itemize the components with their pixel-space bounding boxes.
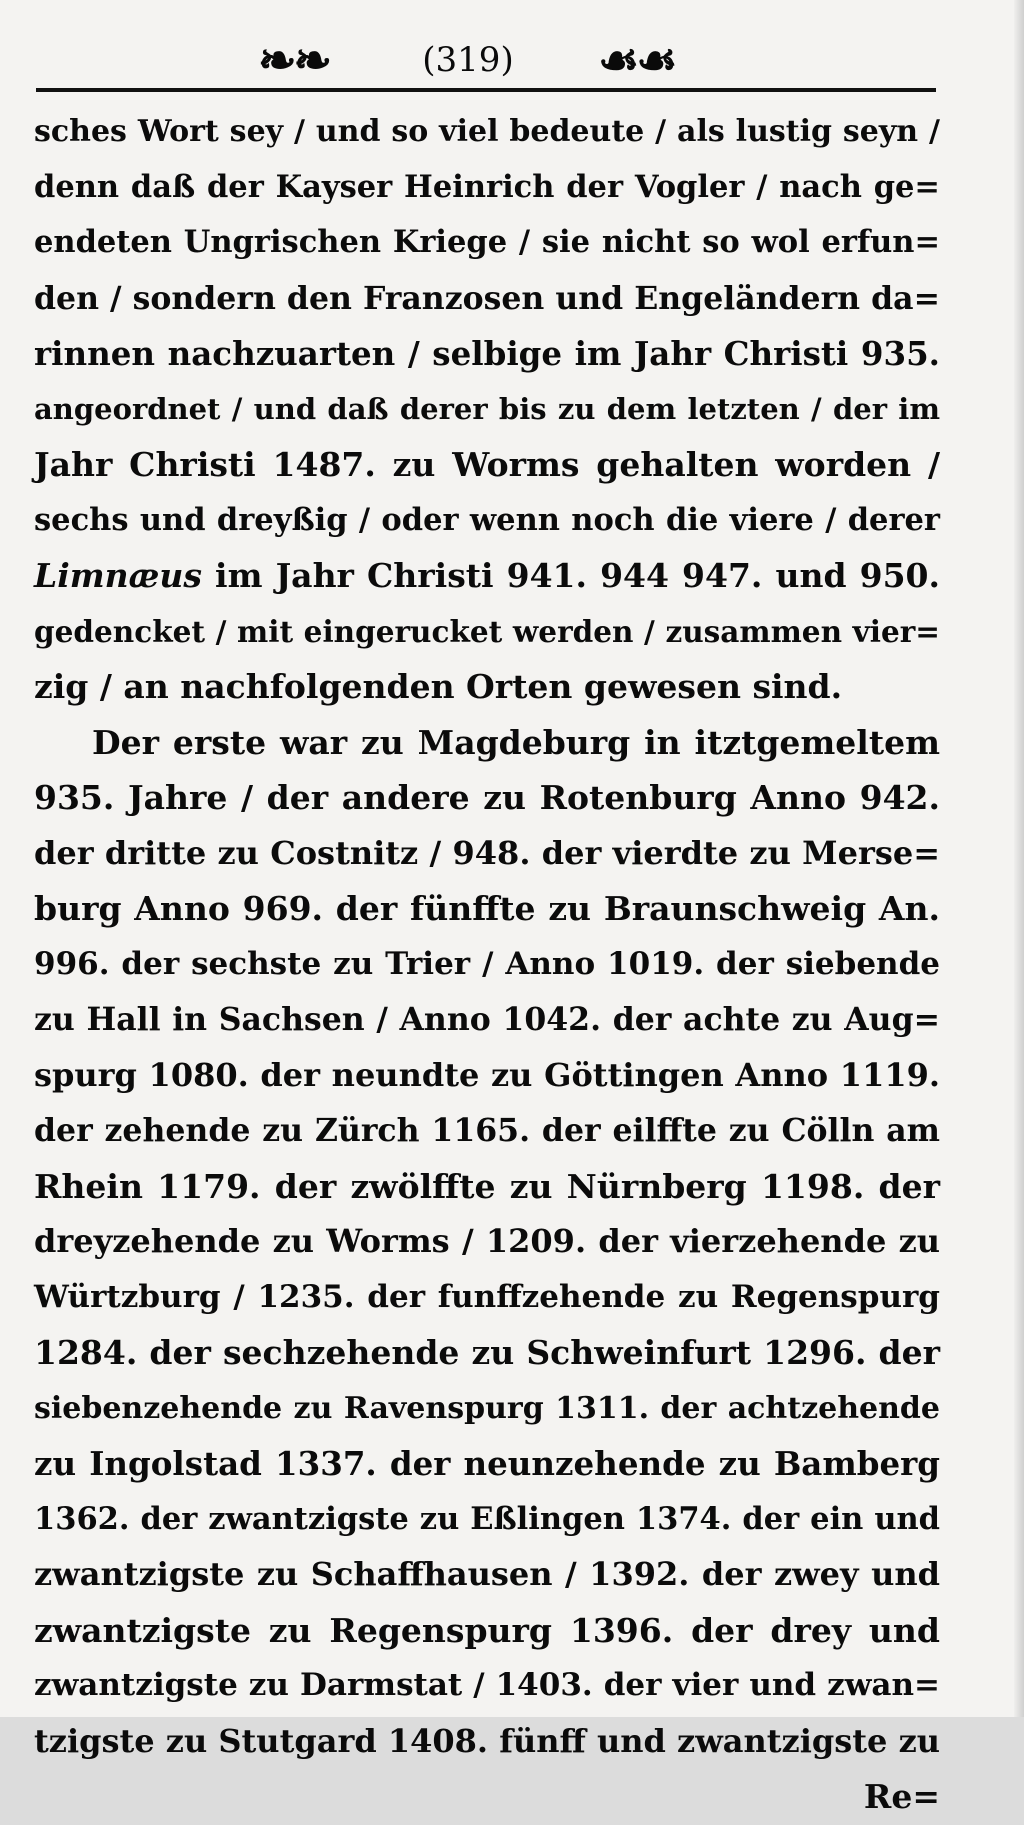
text-line: sches Wort sey / und so viel bedeute / als lustig seyn / [34, 114, 940, 149]
text-line: Jahr Christi 1487. zu Worms gehalten worden / [34, 445, 940, 484]
text-line: siebenzehende zu Ravenspurg 1311. der achtzehende [34, 1390, 940, 1426]
text-line: zwantzigste zu Schaffhausen / 1392. der zwey und [34, 1555, 940, 1593]
text-line: Rhein 1179. der zwölffte zu Nürnberg 1198. der [34, 1166, 940, 1206]
ornament-right-icon: ☙☙ [598, 33, 675, 87]
text-line: angeordnet / und daß derer bis zu dem letzten / der im [34, 391, 940, 426]
text-line: 1362. der zwantzigste zu Eßlingen 1374. der ein und [34, 1500, 940, 1537]
text-line: denn daß der Kayser Heinrich der Vogler / nach ge= [34, 168, 940, 205]
text-line: 935. Jahre / der andere zu Rotenburg Anno 942. [34, 778, 940, 817]
text-line: gedencket / mit eingerucket werden / zusammen vier= [34, 613, 940, 649]
text-line [34, 548, 940, 604]
text-line: tzigste zu Stutgard 1408. fünff und zwantzigste zu [34, 1721, 940, 1760]
body-text [34, 104, 940, 1825]
text-line: Der erste war zu Magdeburg in itztgemeltem [92, 722, 940, 762]
text-line: zig / an nachfolgenden Orten gewesen sind. [34, 667, 843, 706]
text-line: Würtzburg / 1235. der funffzehende zu Regenspurg [34, 1278, 940, 1315]
text-line: 996. der sechste zu Trier / Anno 1019. der siebende [34, 945, 940, 982]
page-header [0, 30, 1024, 90]
text-line: 1284. der sechzehende zu Schweinfurt 1296. der [34, 1333, 940, 1372]
text-line: burg Anno 969. der fünffte zu Braunschweig An. [34, 889, 940, 928]
text-line: zu Ingolstad 1337. der neunzehende zu Bamberg [34, 1444, 940, 1483]
text-line: der zehende zu Zürch 1165. der eilffte zu Cölln am [34, 1112, 940, 1149]
ornament-left-icon: ❧❧ [258, 33, 330, 87]
text-line-rest: im Jahr Christi 941. 944 947. und 950. [215, 556, 940, 595]
text-line: zu Hall in Sachsen / Anno 1042. der achte zu Aug= [34, 1001, 940, 1038]
header-rule [36, 88, 936, 92]
text-line: zwantzigste zu Darmstat / 1403. der vier und zwan= [34, 1667, 940, 1703]
text-line: endeten Ungrischen Kriege / sie nicht so wol erfun= [34, 224, 940, 260]
text-line: zwantzigste zu Regenspurg 1396. der drey und [34, 1610, 940, 1650]
page-edge-shadow [1014, 0, 1024, 1717]
page-number: (319) [422, 40, 514, 80]
italic-author-name: Limnæus [34, 556, 202, 595]
text-line: dreyzehende zu Worms / 1209. der vierzehende zu [34, 1222, 940, 1260]
text-line: der dritte zu Costnitz / 948. der vierdte zu Merse= [34, 833, 940, 872]
text-line: spurg 1080. der neundte zu Göttingen Anno 1119. [34, 1055, 940, 1094]
catchword: Re= [863, 1777, 940, 1816]
text-line: den / sondern den Franzosen und Engeländern da= [34, 279, 940, 317]
text-line: rinnen nachzuarten / selbige im Jahr Christi 935. [34, 334, 940, 373]
text-line: sechs und dreyßig / oder wenn noch die viere / derer [34, 501, 940, 538]
